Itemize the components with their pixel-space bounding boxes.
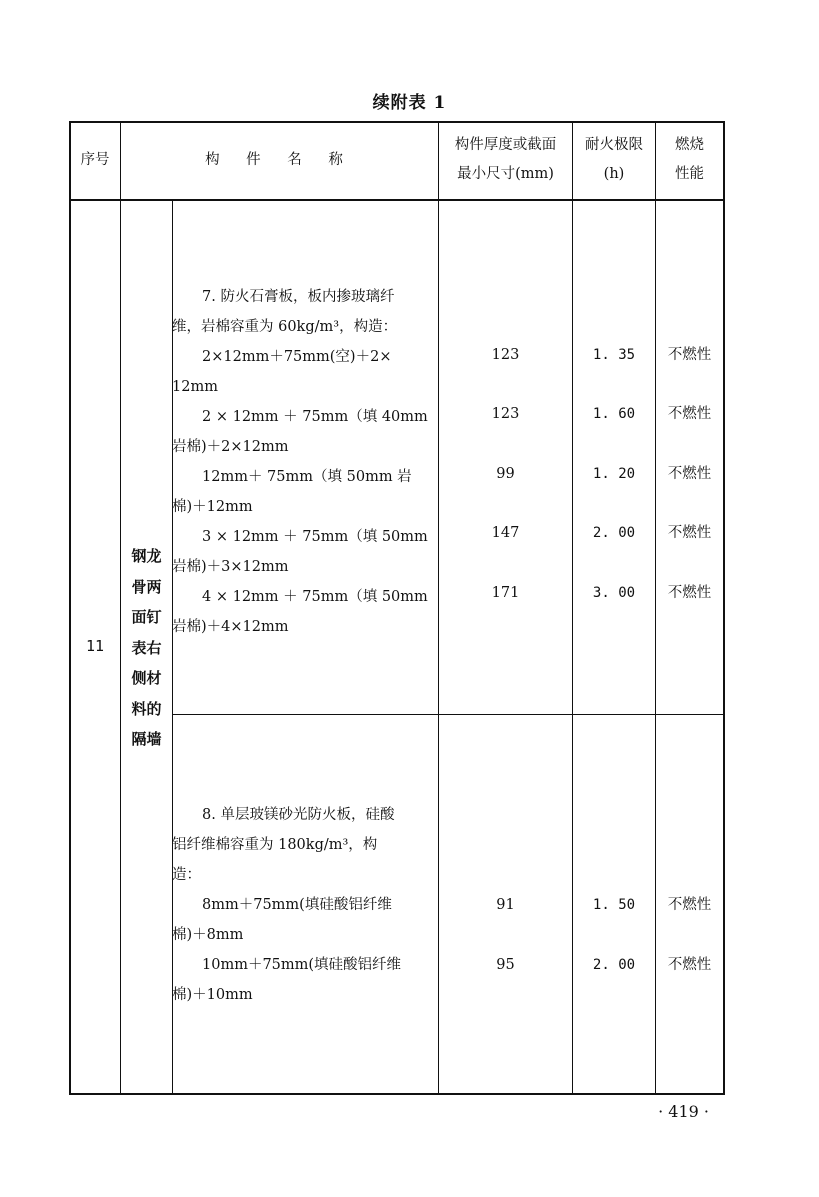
category-line: 料的 (131, 699, 162, 718)
table-bottom-border (69, 1093, 725, 1095)
section7-line: 岩棉)＋3×12mm (172, 559, 289, 575)
col-divider-name (438, 121, 439, 1095)
s7-item4-fire-limit: 2. 00 (592, 525, 636, 541)
header-thickness-line2: 最小尺寸(mm) (457, 166, 554, 182)
table-left-border (69, 121, 71, 1095)
s7-item5-thickness: 171 (491, 585, 520, 601)
header-combustion-line1: 燃烧 (675, 137, 704, 153)
category-line: 骨两 (131, 577, 162, 596)
section7-line: 7. 防火石膏板，板内掺玻璃纤 (202, 289, 395, 305)
section7-line: 4 × 12mm ＋ 75mm（填 50mm (202, 589, 428, 605)
s7-item1-combustion: 不燃性 (667, 347, 712, 363)
header-component-name: 构 件 名 称 (205, 152, 354, 168)
row-category (121, 541, 172, 755)
s7-item1-thickness: 123 (491, 347, 520, 363)
category-line: 侧材 (131, 669, 162, 687)
section8-description (172, 800, 438, 1010)
s7-item2-fire-limit: 1. 60 (592, 406, 636, 422)
header-fire-limit-line1: 耐火极限 (585, 137, 643, 153)
section8-line: 棉)＋10mm (172, 987, 253, 1003)
section7-description (172, 282, 438, 642)
col-divider-thickness (572, 121, 573, 1095)
s8-item1-thickness: 91 (496, 897, 515, 913)
category-line: 表右 (131, 638, 162, 657)
section8-line: 棉)＋8mm (172, 927, 244, 943)
s7-item3-combustion: 不燃性 (667, 466, 712, 482)
s7-item4-thickness: 147 (491, 525, 520, 541)
section7-line: 维，岩棉容重为 60kg/m³，构造： (172, 319, 398, 335)
section7-line: 岩棉)＋4×12mm (172, 619, 289, 635)
table-top-border (69, 121, 725, 123)
section8-line: 8. 单层玻镁砂光防火板，硅酸 (202, 807, 395, 823)
s7-item5-combustion: 不燃性 (667, 585, 712, 601)
s8-item1-fire-limit: 1. 50 (592, 897, 636, 913)
section8-line: 8mm＋75mm(填硅酸铝纤维 (202, 897, 392, 913)
s7-item3-thickness: 99 (496, 466, 515, 482)
page-number: · 419 · (658, 1102, 709, 1121)
section8-line: 10mm＋75mm(填硅酸铝纤维 (202, 957, 402, 973)
section7-line: 2×12mm＋75mm(空)＋2× (202, 349, 392, 365)
category-line: 隔墙 (131, 730, 162, 748)
row-seq-number: 11 (85, 637, 105, 655)
header-thickness (439, 131, 572, 189)
s7-item2-thickness: 123 (491, 406, 520, 422)
s7-item1-fire-limit: 1. 35 (592, 347, 636, 363)
s7-item2-combustion: 不燃性 (667, 406, 712, 422)
s8-item2-combustion: 不燃性 (667, 957, 712, 973)
section8-line: 造： (172, 867, 201, 883)
section7-line: 12mm (172, 379, 218, 395)
s8-item1-combustion: 不燃性 (667, 897, 712, 913)
section7-line: 3 × 12mm ＋ 75mm（填 50mm (202, 529, 428, 545)
category-line: 面钉 (131, 608, 162, 626)
header-fire-limit (573, 131, 655, 189)
header-bottom-border (69, 199, 725, 201)
header-seq: 序号 (80, 152, 110, 168)
header-thickness-line1: 构件厚度或截面 (454, 137, 557, 153)
s7-item4-combustion: 不燃性 (667, 525, 712, 541)
s8-item2-fire-limit: 2. 00 (592, 957, 636, 973)
section7-line: 岩棉)＋2×12mm (172, 439, 289, 455)
header-fire-limit-line2: (h) (603, 166, 625, 182)
table-right-border (723, 121, 725, 1095)
section7-line: 12mm＋ 75mm（填 50mm 岩 (202, 469, 412, 485)
table-title: 续附表 1 (372, 93, 447, 113)
section-divider (172, 714, 725, 715)
section8-line: 铝纤维棉容重为 180kg/m³，构 (172, 837, 378, 853)
s8-item2-thickness: 95 (496, 957, 515, 973)
s7-item3-fire-limit: 1. 20 (592, 466, 636, 482)
category-line: 钢龙 (131, 547, 162, 565)
col-divider-firelimit (655, 121, 656, 1095)
section7-line: 棉)＋12mm (172, 499, 253, 515)
section7-line: 2 × 12mm ＋ 75mm（填 40mm (202, 409, 428, 425)
header-combustion-line2: 性能 (675, 166, 704, 182)
s7-item5-fire-limit: 3. 00 (592, 585, 636, 601)
header-combustion (656, 131, 723, 189)
